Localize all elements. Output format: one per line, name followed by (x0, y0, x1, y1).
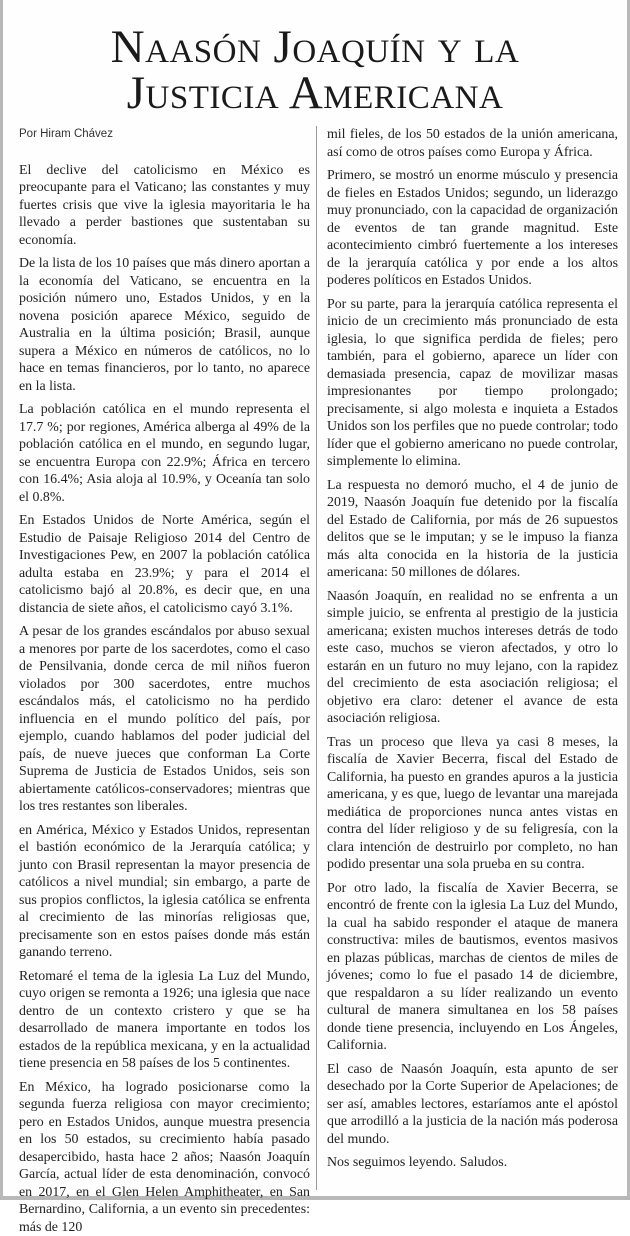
paragraph: En México, ha logrado posicionarse como la segunda fuerza religiosa con mayor crecimiento; pero en Estados Unidos, aunque muestra presencia en los 50 estados, su crecimiento había pasado desapercibido, hasta hace 2 años; Naasón Joaquín García, actual líder de esta denominación, convocó en 2017, en el Glen Helen Amphitheater, en San Bernardino, California, a un evento sin precedentes: más de 120 (19, 1079, 310, 1236)
paragraph: De la lista de los 10 países que más dinero aportan a la economía del Vaticano, se encuentra en la posición número uno, Estados Unidos, y en la novena posición aparece México, seguido de Australia en la última posición; Brasil, aunque supera a México en números de católicos, no lo hace en temas financieros, por lo tanto, no aparece en la lista. (19, 255, 310, 395)
paragraph: Tras un proceso que lleva ya casi 8 meses, la fiscalía de Xavier Becerra, fiscal del Estado de California, ha puesto en grandes apuros a la justicia americana, y es que, luego de levantar una marejada mediática de proporciones nunca antes vistas en contra del líder religioso y de su feligresía, con la clara intención de destruirlo por completo, no han podido presentar una sola prueba en su contra. (327, 734, 618, 874)
column-right (327, 126, 618, 1190)
paragraph: Retomaré el tema de la iglesia La Luz del Mundo, cuyo origen se remonta a 1926; una iglesia que nace dentro de un contexto cristero y que se ha desarrollado de manera importante en todos los estados de la república mexicana, y en la actualidad tiene presencia en 58 países de los 5 continentes. (19, 968, 310, 1073)
paragraph: El caso de Naasón Joaquín, esta apunto de ser desechado por la Corte Superior de Apelaciones; de ser así, amables lectores, estaríamos ante el apóstol que arrodilló a la justicia de la nación más poderosa del mundo. (327, 1061, 618, 1149)
paragraph: Primero, se mostró un enorme músculo y presencia de fieles en Estados Unidos; segundo, un liderazgo muy pronunciado, con la capacidad de organización de eventos de tan grande magnitud. Este acontecimiento cimbró fuertemente a los intereses de la jerarquía católica y por ende a los altos poderes políticos en Estados Unidos. (327, 167, 618, 290)
title-line-2: Justicia Americana (3, 70, 627, 116)
paragraph: La respuesta no demoró mucho, el 4 de junio de 2019, Naasón Joaquín fue detenido por la fiscalía del Estado de California, por más de 26 supuestos delitos que se le imputan; y se le impuso la fianza más alta conocida en la historia de la justicia americana: 50 millones de dólares. (327, 477, 618, 582)
byline: Por Hiram Chávez (19, 126, 310, 144)
article-body (19, 126, 618, 1190)
paragraph: La población católica en el mundo representa el 17.7 %; por regiones, América alberga al 49% de la población católica en el mundo, en segundo lugar, se encuentra Europa con 22.9%; África en tercero con 16.4%; Asia aloja al 10.9%, y Oceanía tan solo el 0.8%. (19, 401, 310, 506)
title-line-1: Naasón Joaquín y la (3, 24, 627, 70)
paragraph: Por otro lado, la fiscalía de Xavier Becerra, se encontró de frente con la iglesia La Luz del Mundo, la cual ha sabido responder el ataque de manera constructiva: miles de bautismos, eventos masivos en plazas públicas, marchas de cientos de miles de jóvenes; como lo fue el pasado 14 de diciembre, que respaldaron a su líder realizando un evento cultural de manera simultanea en los 58 países donde tiene presencia, incluyendo en Los Ángeles, California. (327, 880, 618, 1055)
paragraph: Naasón Joaquín, en realidad no se enfrenta a un simple juicio, se enfrenta al prestigio de la justicia americana; existen muchos intereses detrás de todo este caso, muchos se vieron afectados, y otro lo estarán en un futuro no muy lejano, con la rapidez del crecimiento de esta asociación religiosa; el objetivo era claro: detener el avance de esta asociación religiosa. (327, 588, 618, 728)
paragraph: en América, México y Estados Unidos, representan el bastión económico de la Jerarquía católica; y junto con Brasil representan la mayor presencia de católicos a nivel mundial; sin embargo, a parte de sus propios conflictos, la iglesia católica se enfrenta al crecimiento de las minorías religiosas que, precisamente son en estos países donde más están ganando terreno. (19, 822, 310, 962)
paragraph: El declive del catolicismo en México es preocupante para el Vaticano; las constantes y muy fuertes crisis que vive la iglesia mayoritaria le ha llevado a perder bastiones que sustentaban su economía. (19, 162, 310, 250)
paragraph: mil fieles, de los 50 estados de la unión americana, así como de otros países como Europa y África. (327, 126, 618, 161)
article-title (3, 0, 627, 116)
paragraph: A pesar de los grandes escándalos por abuso sexual a menores por parte de los sacerdotes, como el caso de Pensilvania, donde cerca de mil niños fueron violados por 300 sacerdotes, entre muchos escándalos más, el catolicismo no ha perdido influencia en el mundo político del país, por ejemplo, cuando hablamos del poder judicial del país, de nueve jueces que conforman La Corte Suprema de Justicia de Estados Unidos, seis son abiertamente católicos-conservadores; mientras que los tres restantes son liberales. (19, 623, 310, 816)
paragraph: Nos seguimos leyendo. Saludos. (327, 1154, 618, 1172)
paragraph: En Estados Unidos de Norte América, según el Estudio de Paisaje Religioso 2014 del Centro de Investigaciones Pew, en 2007 la población católica adulta estaba en 23.9%; y para el 2014 el catolicismo bajó al 20.8%, es decir que, en una distancia de siete años, el catolicismo cayó 3.1%. (19, 512, 310, 617)
paragraph: Por su parte, para la jerarquía católica representa el inicio de un crecimiento más pronunciado de esta iglesia, lo que significa perdida de fieles; pero también, para el gobierno, aparece un líder con demasiada presencia, capaz de movilizar masas impresionantes por tiempo prolongado; precisamente, si algo molesta e inquieta a Estados Unidos son los perfiles que no puede controlar; todo líder que el gobierno americano no puede controlar, simplemente lo elimina. (327, 296, 618, 471)
column-left (19, 126, 310, 1190)
